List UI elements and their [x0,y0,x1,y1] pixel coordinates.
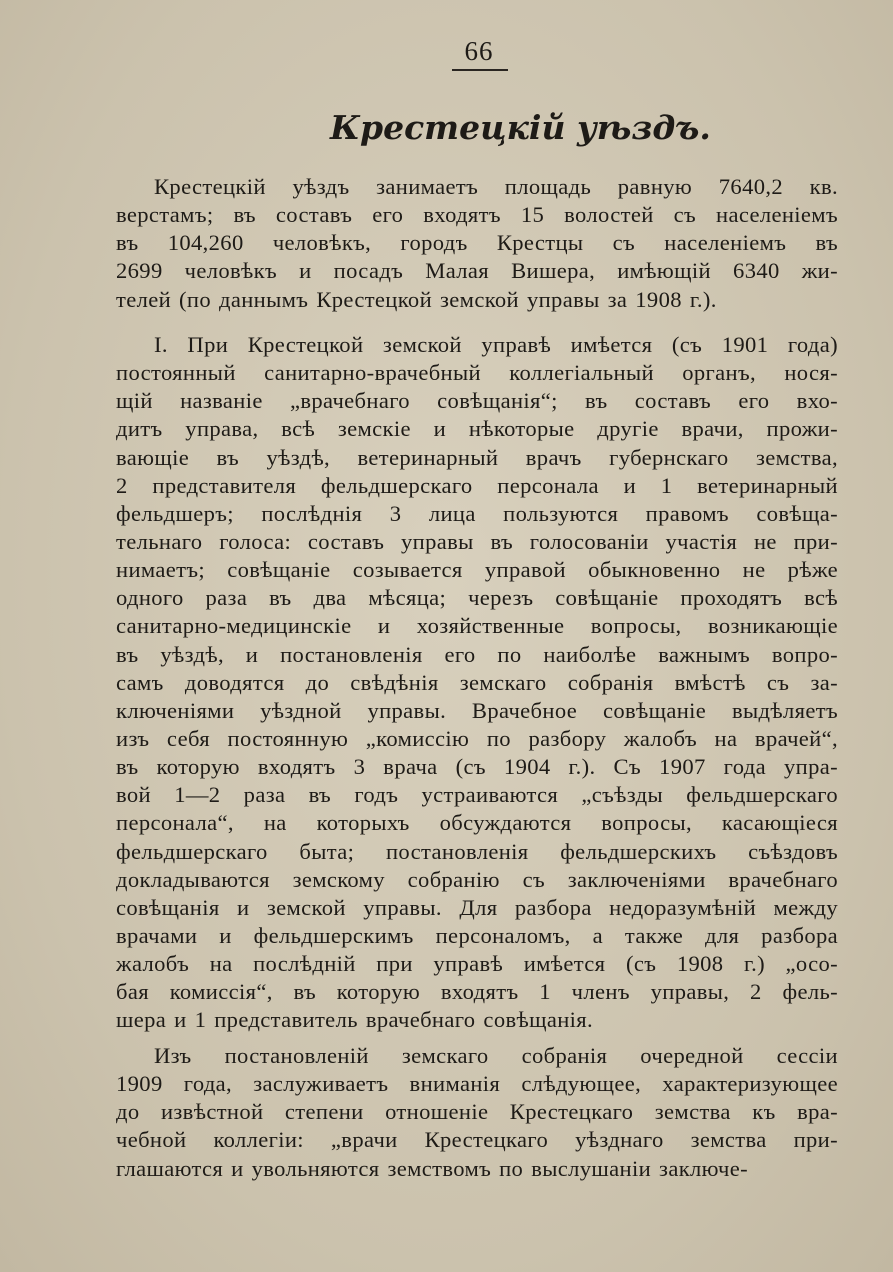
text-line: персонала“, на которыхъ обсуждаются вопросы, касающіеся [116,810,838,836]
text-line: 2699 человѣкъ и посадъ Малая Вишера, имѣющій 6340 жи- [116,258,838,284]
text-line: верстамъ; въ составъ его входятъ 15 волостей съ населеніемъ [116,202,838,228]
text-line: шера и 1 представитель врачебнаго совѣщанія. [116,1007,594,1033]
text-line: до извѣстной степени отношеніе Крестецкаго земства къ вра- [116,1099,838,1125]
text-line: тельнаго голоса: составъ управы въ голосованіи участія не при- [116,528,838,554]
text-line: дитъ управа, всѣ земскіе и нѣкоторые другіе врачи, прожи- [116,416,838,442]
text-line: бая комиссія“, въ которую входятъ 1 членъ управы, 2 фель- [116,979,838,1005]
text-line: фельдшерскаго быта; постановленія фельдшерскихъ съѣздовъ [116,838,838,864]
text-line: санитарно-медицинскіе и хозяйственные вопросы, возникающіе [116,613,838,639]
text-line: врачами и фельдшерскимъ персоналомъ, а также для разбора [116,922,838,948]
paragraph-2 [116,331,838,1035]
text-line: одного раза въ два мѣсяца; черезъ совѣщаніе проходятъ всѣ [116,585,838,611]
page-number: 66 [464,36,494,66]
text-line: Крестецкій уѣздъ занимаетъ площадь равную 7640,2 кв. [154,174,838,199]
text-line: глашаются и увольняются земствомъ по выслушаніи заключе- [116,1155,748,1181]
paragraph-3 [116,1042,838,1183]
text-line: жалобъ на послѣдній при управѣ имѣется (съ 1908 г.) „осо- [116,951,838,977]
paragraph-1 [116,173,838,314]
text-line: въ 104,260 человѣкъ, городъ Крестцы съ населеніемъ въ [116,230,838,256]
text-line: фельдшеръ; послѣднія 3 лица пользуются правомъ совѣща- [116,500,838,526]
text-line: въ которую входятъ 3 врача (съ 1904 г.). Съ 1907 года упра- [116,754,838,780]
text-line: Изъ постановленій земскаго собранія очередной сессіи [154,1043,838,1068]
text-line: вающіе въ уѣздѣ, ветеринарный врачъ губернскаго земства, [116,444,838,470]
text-line: постоянный санитарно-врачебный коллегіальный органъ, нося- [116,360,838,386]
text-line: докладываются земскому собранію съ заключеніями врачебнаго [116,866,838,892]
text-line: телей (по даннымъ Крестецкой земской управы за 1908 г.). [116,286,717,312]
page-number-underline [452,69,508,71]
text-line: изъ себя постоянную „комиссію по разбору жалобъ на врачей“, [116,725,838,751]
text-line: нимаетъ; совѣщаніе созывается управой обыкновенно не рѣже [116,557,838,583]
text-line: чебной коллегіи: „врачи Крестецкаго уѣзднаго земства при- [116,1127,838,1153]
text-line: вой 1—2 раза въ годъ устраиваются „съѣзды фельдшерскаго [116,782,838,808]
text-line: щій названіе „врачебнаго совѣщанія“; въ составъ его вхо- [116,388,838,414]
text-line: самъ доводятся до свѣдѣнія земскаго собранія вмѣстѣ съ за- [116,669,838,695]
text-line: ключеніями уѣздной управы. Врачебное совѣщаніе выдѣляетъ [116,697,838,723]
section-title: Крестецкій уѣздъ. [330,108,711,147]
text-line: 2 представителя фельдшерскаго персонала и 1 ветеринарный [116,472,838,498]
text-line: совѣщанія и земской управы. Для разбора недоразумѣній между [116,894,838,920]
text-line: въ уѣздѣ, и постановленія его по наиболѣе важнымъ вопро- [116,641,838,667]
text-line: 1909 года, заслуживаетъ вниманія слѣдующее, характеризующее [116,1071,838,1097]
text-line: I. При Крестецкой земской управѣ имѣется (съ 1901 года) [154,332,838,357]
